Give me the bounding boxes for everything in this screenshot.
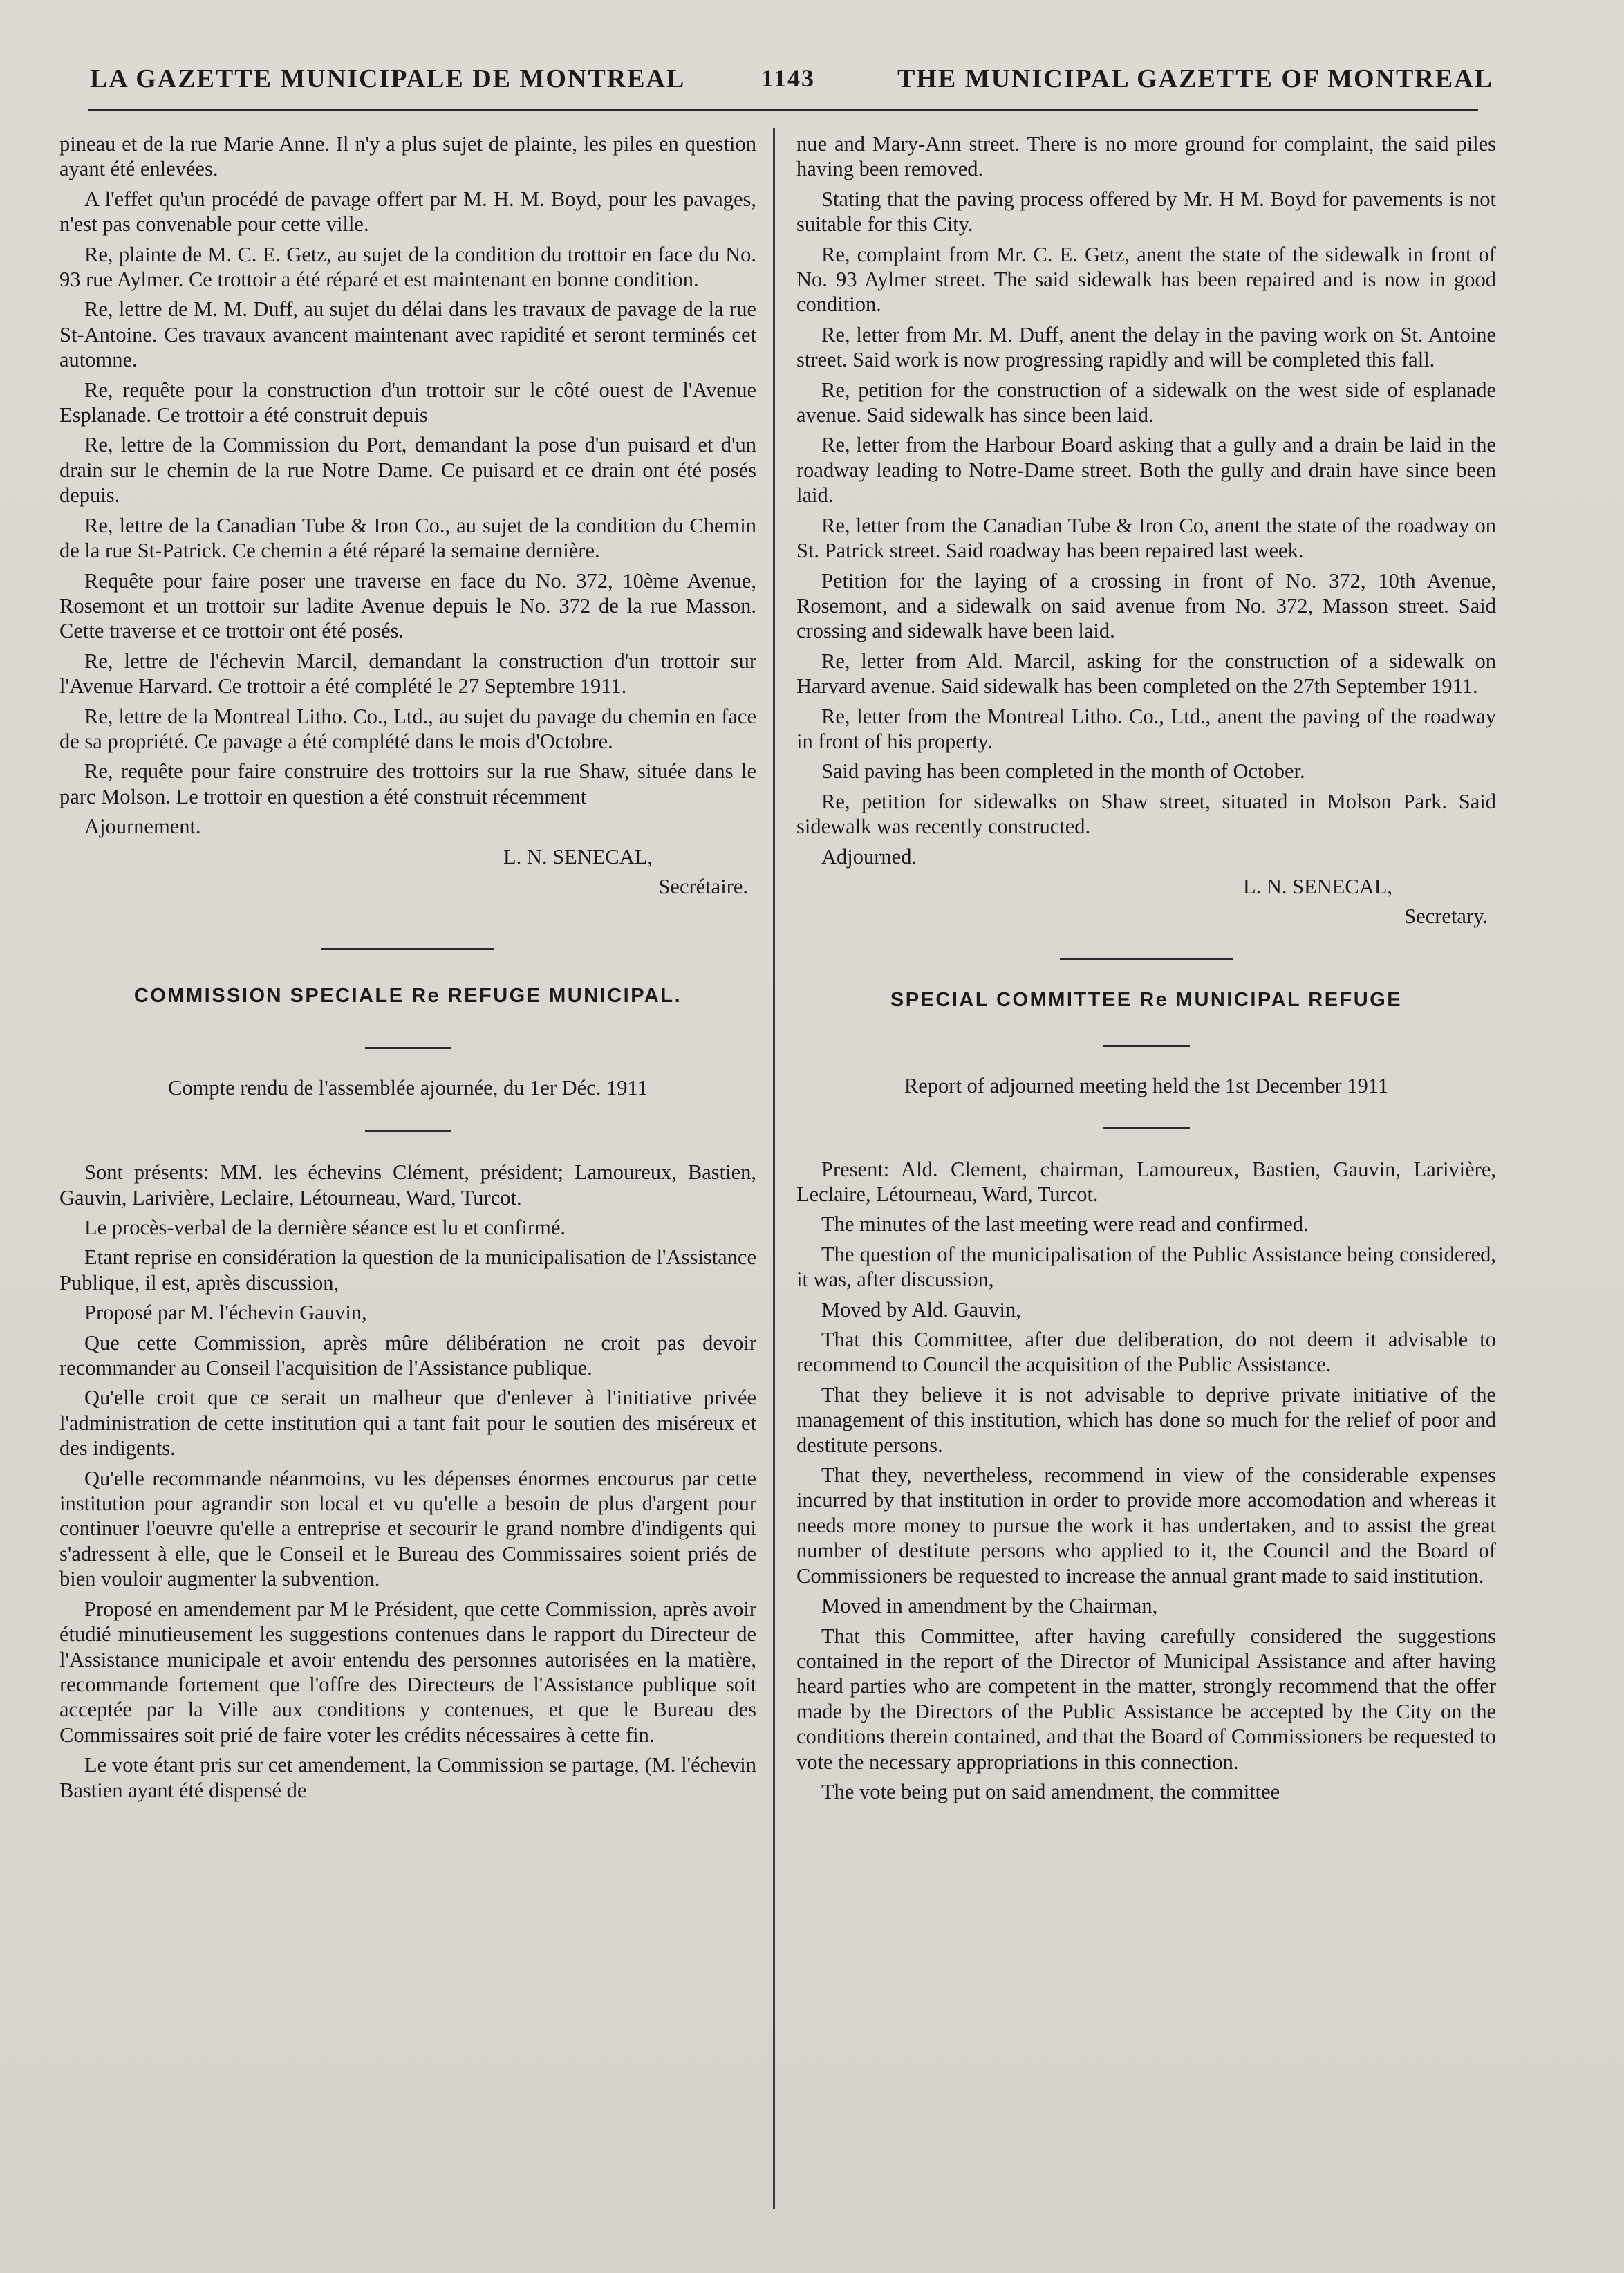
paragraph: Re, letter from Ald. Marcil, asking for the construction of a sidewalk on Harvard avenue. Said sidewalk has been completed on the 27th September 1911. (796, 649, 1496, 698)
paragraph: Re, letter from the Canadian Tube & Iron Co, anent the state of the roadway on St. Patrick street. Said roadway has been repaired last week. (796, 513, 1496, 563)
paragraph: Sont présents: MM. les échevins Clément, président; Lamoureux, Bastien, Gauvin, Larivière, Leclaire, Létourneau, Ward, Turcot. (59, 1160, 756, 1209)
paragraph: Re, letter from the Harbour Board asking that a gully and a drain be laid in the roadway leading to Notre-Dame street. Both the gully and drain have since been laid. (796, 433, 1496, 508)
header-french-title: LA GAZETTE MUNICIPALE DE MONTREAL (90, 64, 686, 93)
paragraph: nue and Mary-Ann street. There is no more ground for complaint, the said piles having been removed. (796, 132, 1496, 181)
paragraph: Re, letter from Mr. M. Duff, anent the delay in the paving work on St. Antoine street. Said work is now progressing rapidly and will be completed this fall. (796, 322, 1496, 372)
paragraph: Moved by Ald. Gauvin, (821, 1297, 1021, 1321)
paragraph: The question of the municipalisation of the Public Assistance being considered, it was, after discussion, (796, 1242, 1496, 1292)
paragraph: Re, lettre de l'échevin Marcil, demandant la construction d'un trottoir sur l'Avenue Harvard. Ce trottoir a été complété le 27 Septembre 1911. (59, 649, 756, 698)
paragraph: Petition for the laying of a crossing in front of No. 372, 10th Avenue, Rosemont, and a sidewalk on said avenue from No. 372, Masson street. Said crossing and sidewalk have been laid. (796, 568, 1496, 643)
signature-name: L. N. SENECAL, (503, 844, 653, 869)
paragraph: Proposé en amendement par M le Président, que cette Commission, après avoir étudié minutieusement les suggestions contenues dans le rapport du Directeur de l'Assistance municipale et avoir entendu des personnes autorisées en la matière, recommande fortement que l'offre des Directeurs de l'Assistance publique soit acceptée par la Ville aux conditions y contenues, et que le Bureau des Commissaires soit prié de faire voter les crédits nécessaires à cette fin. (59, 1597, 756, 1747)
paragraph: Requête pour faire poser une traverse en face du No. 372, 10ème Avenue, Rosemont et un trottoir sur ladite Avenue depuis le No. 372 de la rue Masson. Cette traverse et ce trottoir ont été posés. (59, 568, 756, 643)
column-divider (773, 128, 775, 2209)
paragraph: Re, requête pour la construction d'un trottoir sur le côté ouest de l'Avenue Esplanade. Ce trottoir a été construit depuis (59, 378, 756, 427)
paragraph: Re, letter from the Montreal Litho. Co., Ltd., anent the paving of the roadway in front of his property. (796, 704, 1496, 753)
paragraph: The minutes of the last meeting were read and confirmed. (821, 1212, 1309, 1236)
paragraph: Re, requête pour faire construire des trottoirs sur la rue Shaw, située dans le parc Molson. Le trottoir en question a été construit récemment (59, 759, 756, 808)
paragraph: Qu'elle recommande néanmoins, vu les dépenses énormes encourus par cette institution pour agrandir son local et vu qu'elle a besoin de plus d'argent pour continuer l'oeuvre qu'elle a entreprise et secourir le grand nombre d'indigents qui s'adressent à elle, que le Conseil et le Bureau des Commissaires soient priés de bien vouloir augmenter la subvention. (59, 1466, 756, 1591)
paragraph: Le procès-verbal de la dernière séance est lu et confirmé. (84, 1216, 566, 1239)
paragraph: Re, plainte de M. C. E. Getz, au sujet de la condition du trottoir en face du No. 93 rue Aylmer. Ce trottoir a été réparé et est maintenant en bonne condition. (59, 242, 756, 292)
section-subheading: Compte rendu de l'assemblée ajournée, du 1er Déc. 1911 (168, 1075, 648, 1100)
paragraph: Re, lettre de la Commission du Port, demandant la pose d'un puisard et d'un drain sur le chemin de la rue Notre Dame. Ce puisard et ce drain ont été posés depuis. (59, 433, 756, 508)
paragraph: Re, lettre de la Montreal Litho. Co., Ltd., au sujet du pavage du chemin en face de sa propriété. Ce pavage a été complété dans le mois d'Octobre. (59, 704, 756, 753)
paragraph: Re, lettre de M. M. Duff, au sujet du délai dans les travaux de pavage de la rue St-Antoine. Ces travaux avancent maintenant avec rapidité et seront terminés cet automne. (59, 297, 756, 372)
section-heading: SPECIAL COMMITTEE Re MUNICIPAL REFUGE (890, 988, 1403, 1011)
paragraph: Que cette Commission, après mûre délibération ne croit pas devoir recommander au Conseil l'acquisition de l'Assistance publique. (59, 1330, 756, 1380)
paragraph: That this Committee, after due deliberation, do not deem it advisable to recommend to Council the acquisition of the Public Assistance. (796, 1328, 1496, 1377)
paragraph: Qu'elle croit que ce serait un malheur que d'enlever à l'initiative privée l'administration de cette institution qui a tant fait pour le soutien des miséreux et des indigents. (59, 1386, 756, 1460)
header-rule (88, 109, 1478, 111)
paragraph: Moved in amendment by the Chairman, (821, 1594, 1158, 1618)
paragraph: That they believe it is not advisable to deprive private initiative of the management of this institution, which has done so much for the relief of poor and destitute persons. (796, 1382, 1496, 1457)
paragraph: Adjourned. (821, 844, 917, 869)
section-subheading: Report of adjourned meeting held the 1st December 1911 (904, 1074, 1389, 1098)
paragraph: Proposé par M. l'échevin Gauvin, (84, 1301, 367, 1325)
paragraph: Stating that the paving process offered by Mr. H M. Boyd for pavements is not suitable for this City. (796, 187, 1496, 236)
paragraph: Present: Ald. Clement, chairman, Lamoureux, Bastien, Gauvin, Larivière, Leclaire, Létourneau, Ward, Turcot. (796, 1157, 1496, 1206)
french-column (59, 131, 756, 1808)
signature-name: L. N. SENECAL, (1242, 874, 1392, 898)
signature-title: Secretary. (1404, 904, 1488, 929)
page-number: 1143 (761, 64, 816, 92)
paragraph: That they, nevertheless, recommend in view of the considerable expenses incurred by that institution in order to provide more accomodation and whereas it needs more money to pursue the work it has undertaken, and to assist the great number of destitute persons who applied to it, the Council and the Board of Commissioners be requested to increase the annual grant made to said institution. (796, 1463, 1496, 1588)
paragraph: That this Committee, after having carefully considered the suggestions contained in the report of the Director of Municipal Assistance and after having heard parties who are competent in the matter, strongly recommend that the offer made by the Directors of the Public Assistance be accepted by the City on the conditions therein contained, and that the Board of Commissioners be requested to vote the necessary appropriations in this connection. (796, 1624, 1496, 1774)
paragraph: Re, complaint from Mr. C. E. Getz, anent the state of the sidewalk in front of No. 93 Aylmer street. The said sidewalk has been repaired and is now in good condition. (796, 242, 1496, 317)
paragraph: Said paving has been completed in the month of October. (821, 759, 1305, 783)
paragraph: Le vote étant pris sur cet amendement, la Commission se partage, (M. l'échevin Bastien ayant été dispensé de (59, 1753, 756, 1802)
header-english-title: THE MUNICIPAL GAZETTE OF MONTREAL (897, 64, 1493, 93)
page-header (88, 64, 1493, 105)
paragraph: Re, petition for the construction of a sidewalk on the west side of esplanade avenue. Said sidewalk has since been laid. (796, 378, 1496, 427)
paragraph: The vote being put on said amendment, the committee (821, 1779, 1280, 1803)
english-column (796, 131, 1496, 1809)
paragraph: Etant reprise en considération la question de la municipalisation de l'Assistance Publique, il est, après discussion, (59, 1245, 756, 1295)
paragraph: Re, petition for sidewalks on Shaw street, situated in Molson Park. Said sidewalk was recently constructed. (796, 789, 1496, 839)
paragraph: pineau et de la rue Marie Anne. Il n'y a plus sujet de plainte, les piles en question ayant été enlevées. (59, 132, 756, 181)
section-heading: COMMISSION SPECIALE Re REFUGE MUNICIPAL. (133, 985, 682, 1008)
signature-title: Secrétaire. (658, 874, 748, 898)
paragraph: Re, lettre de la Canadian Tube & Iron Co., au sujet de la condition du Chemin de la rue St-Patrick. Ce chemin a été réparé la semaine dernière. (59, 513, 756, 563)
paragraph: A l'effet qu'un procédé de pavage offert par M. H. M. Boyd, pour les pavages, n'est pas convenable pour cette ville. (59, 187, 756, 236)
paragraph: Ajournement. (84, 815, 201, 839)
